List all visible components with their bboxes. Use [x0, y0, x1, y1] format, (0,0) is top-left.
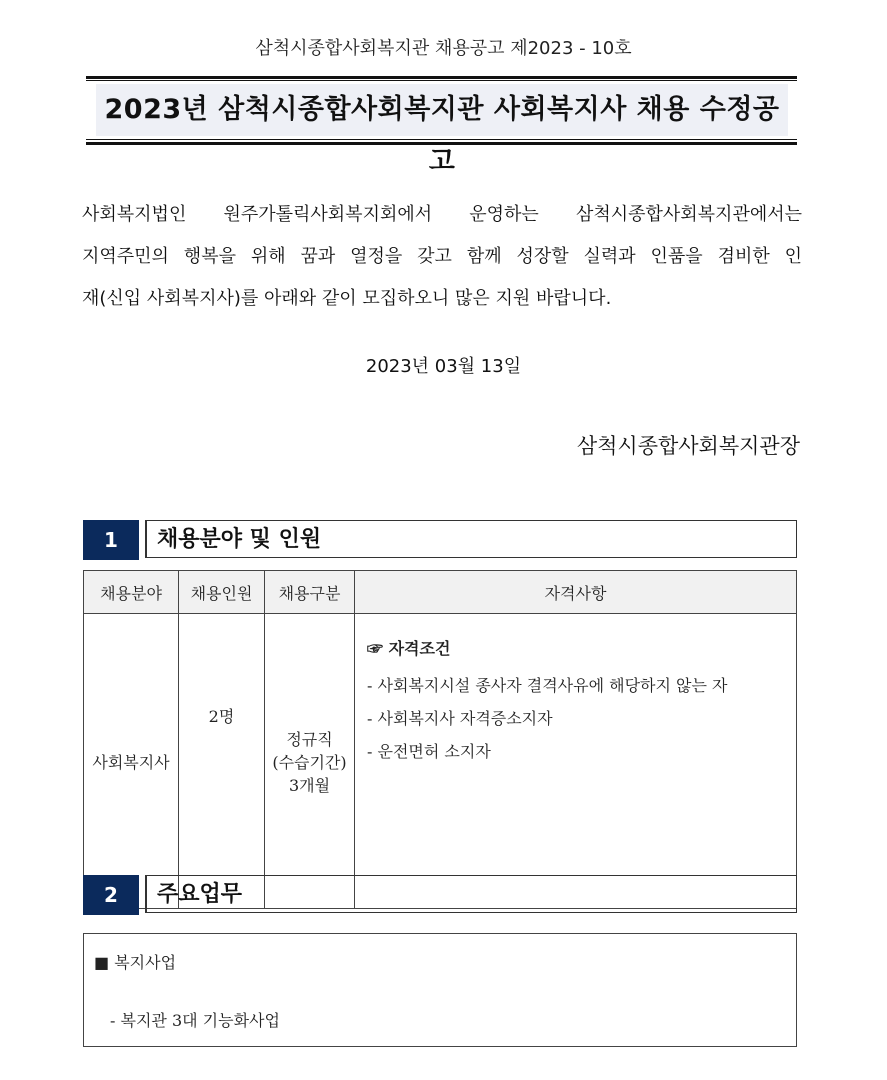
recruitment-table [83, 570, 797, 909]
intro-line-1: 사회복지법인 원주가톨릭사회복지회에서 운영하는 삼척시종합사회복지관에서는 [82, 204, 802, 225]
section-2-number: 2 [83, 875, 139, 915]
section-1-title: 채용분야 및 인원 [145, 520, 797, 558]
qualification-item: - 운전면허 소지자 [367, 742, 491, 761]
table-header-row [84, 571, 797, 614]
title-rule-top-thin [86, 80, 797, 81]
type-line: 정규직 [286, 729, 333, 749]
intro-line-2: 지역주민의 행복을 위해 꿈과 열정을 갖고 함께 성장할 실력과 인품을 겸비한 인 [82, 246, 802, 267]
qualification-item: - 사회복지사 자격증소지자 [367, 709, 553, 728]
qualification-cell [355, 614, 797, 909]
count-cell: 2명 [179, 614, 265, 909]
type-line: (수습기간) [272, 752, 347, 772]
section-2-title: 주요업무 [145, 875, 797, 913]
field-cell: 사회복지사 [84, 614, 179, 909]
table-header: 채용분야 [84, 571, 179, 614]
qualification-heading: ☞ 자격조건 [367, 639, 451, 658]
intro-line-3: 재(신입 사회복지사)를 아래와 같이 모집하오니 많은 지원 바랍니다. [82, 288, 612, 309]
table-row [84, 614, 797, 909]
intro-paragraph [82, 194, 802, 320]
type-cell [265, 614, 355, 909]
duties-item: - 복지관 3대 기능화사업 [110, 1011, 280, 1030]
qualification-item: - 사회복지시설 종사자 결격사유에 해당하지 않는 자 [367, 676, 728, 695]
title-rule-top [86, 76, 797, 79]
table-header: 자격사항 [355, 571, 797, 614]
type-line: 3개월 [288, 775, 331, 795]
title-rule-bottom-thin [86, 139, 797, 140]
duties-box [83, 933, 797, 1047]
signature: 삼척시종합사회복지관장 [576, 434, 800, 458]
table-header: 채용구분 [265, 571, 355, 614]
document-title: 2023년 삼척시종합사회복지관 사회복지사 채용 수정공고 [96, 84, 788, 136]
duties-heading: ■ 복지사업 [94, 953, 177, 972]
table-header: 채용인원 [179, 571, 265, 614]
notice-date: 2023년 03월 13일 [365, 356, 522, 377]
title-rule-bottom [86, 142, 797, 145]
section-1-number: 1 [83, 520, 139, 560]
notice-number: 삼척시종합사회복지관 채용공고 제2023 - 10호 [255, 38, 632, 59]
